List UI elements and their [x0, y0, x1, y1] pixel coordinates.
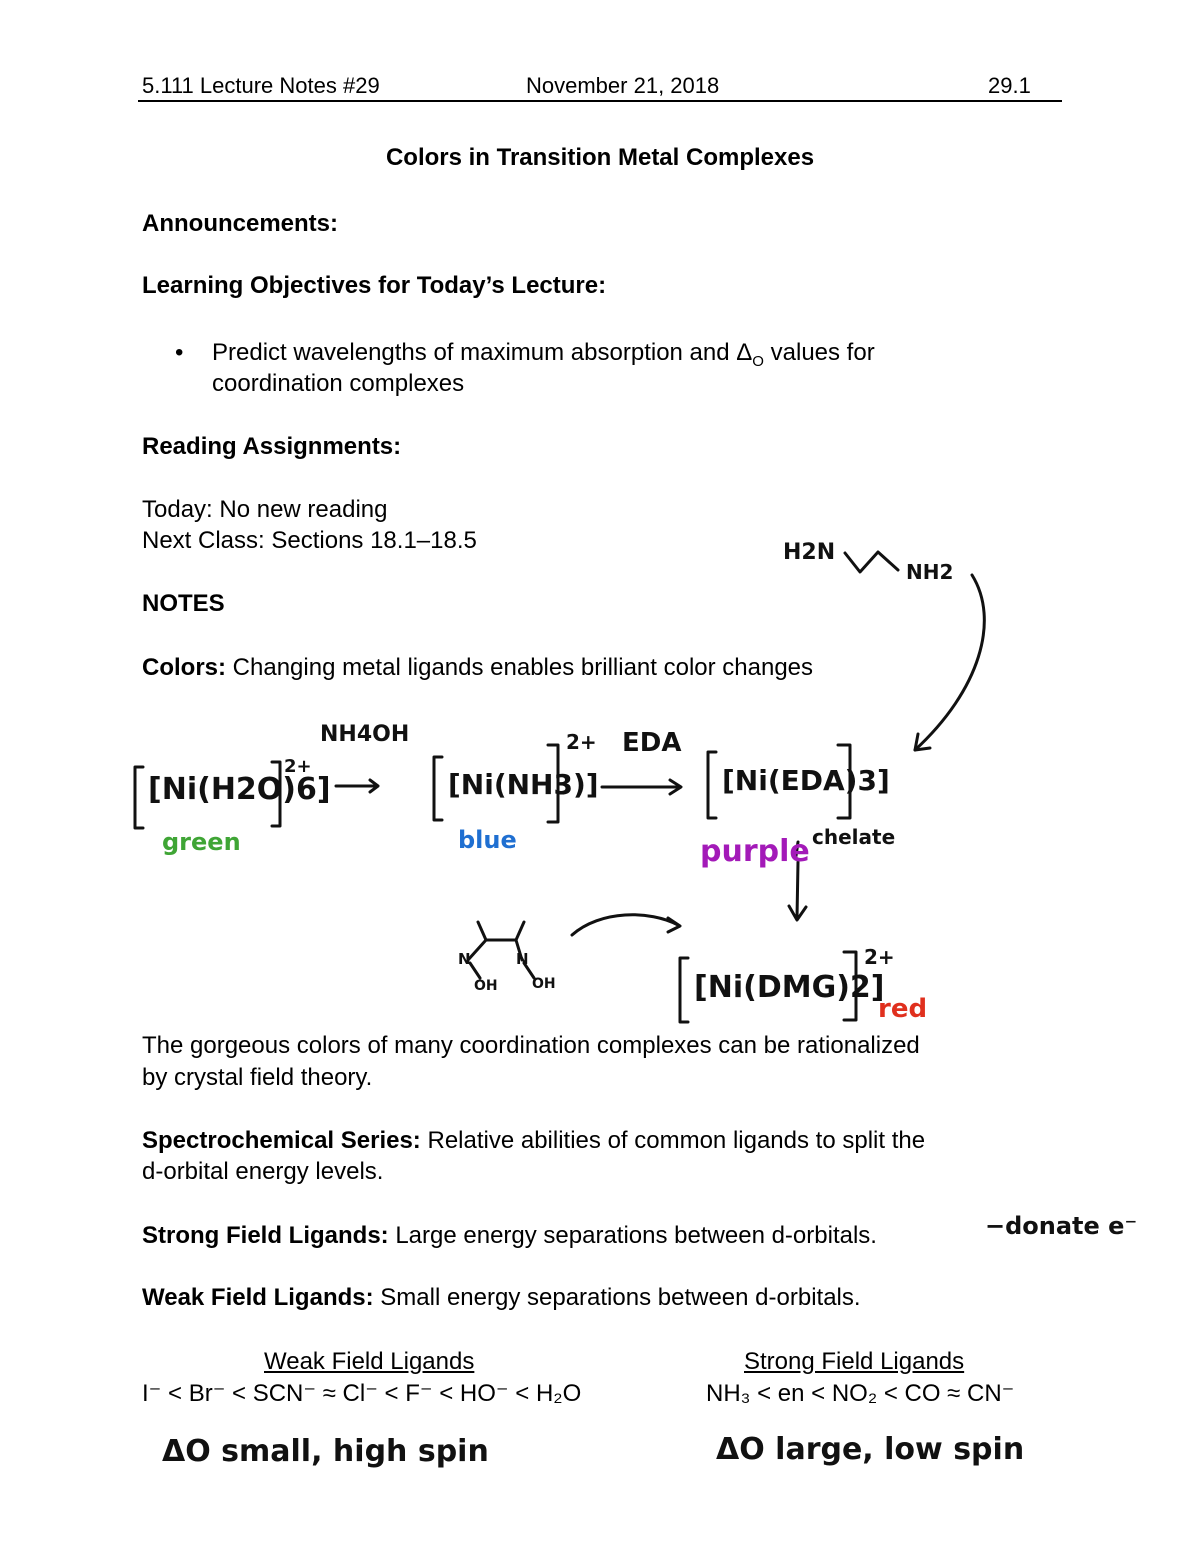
color-word-red: red — [878, 994, 928, 1024]
dmg-cn-bonds — [468, 940, 522, 960]
color-word-purple: purple — [700, 834, 810, 869]
announcements-heading: Announcements: — [142, 210, 339, 237]
dmg-oh1: OH — [474, 978, 498, 994]
eda-h2n-label: H2N — [783, 540, 836, 565]
reading-heading: Reading Assignments: — [142, 433, 402, 460]
dmg-backbone — [478, 922, 524, 940]
bracket-left-2 — [434, 757, 442, 820]
weak-handwritten-note: ΔO small, high spin — [162, 1434, 489, 1469]
color-word-green: green — [162, 828, 241, 856]
complex-2-charge: 2+ — [566, 730, 597, 754]
dmg-arrow — [572, 915, 680, 935]
down-arrow — [789, 862, 806, 920]
colors-paragraph: Colors: Changing metal ligands enables brilliant color changes — [142, 654, 814, 681]
complex-1-charge: 2+ — [284, 756, 312, 777]
objective-line-2: coordination complexes — [212, 370, 465, 397]
reagent-nh4oh: NH4OH — [320, 722, 410, 747]
crystal-field-line-1: The gorgeous colors of many coordination complexes can be rationalized — [142, 1032, 920, 1059]
bullet-icon: • — [175, 339, 184, 366]
eda-nh2-label: NH2 — [906, 560, 954, 584]
page-title: Colors in Transition Metal Complexes — [385, 144, 815, 171]
arrow-2 — [602, 780, 681, 794]
eda-chain-stroke — [845, 552, 898, 572]
strong-series-heading: Strong Field Ligands — [744, 1348, 965, 1375]
weak-field-definition: Weak Field Ligands: Small energy separations between d-orbitals. — [142, 1284, 861, 1311]
complex-1-formula: [Ni(H2O)6] — [148, 772, 331, 807]
header-page-number: 29.1 — [988, 73, 1031, 98]
spectro-line-2: d-orbital energy levels. — [142, 1158, 384, 1185]
curved-arrow — [915, 575, 984, 750]
header-date: November 21, 2018 — [526, 73, 720, 98]
reading-today: Today: No new reading — [142, 496, 388, 523]
complex-4-formula: [Ni(DMG)2] — [694, 970, 885, 1005]
objective-line-1: Predict wavelengths of maximum absorption and $\Delta_O$ values for — [212, 339, 875, 370]
arrow-1 — [336, 780, 378, 792]
donate-note: −donate e⁻ — [985, 1212, 1138, 1240]
bracket-left-4 — [680, 958, 688, 1022]
bracket-left-3 — [708, 752, 716, 818]
objectives-heading: Learning Objectives for Today’s Lecture: — [142, 272, 607, 299]
strong-field-definition: Strong Field Ligands: Large energy separations between d-orbitals. — [142, 1222, 877, 1249]
color-word-blue: blue — [458, 826, 517, 854]
reagent-eda: EDA — [622, 728, 682, 758]
reading-next: Next Class: Sections 18.1–18.5 — [142, 527, 477, 554]
complex-3-formula: [Ni(EDA)3] — [722, 764, 890, 797]
dmg-oh2: OH — [532, 976, 556, 992]
chelate-label: chelate — [812, 825, 896, 849]
header-course: 5.111 Lecture Notes #29 — [142, 73, 380, 98]
notes-heading: NOTES — [142, 590, 225, 617]
bracket-left-1 — [135, 767, 143, 828]
weak-series-heading: Weak Field Ligands — [264, 1348, 475, 1375]
dmg-n2: N — [516, 950, 529, 968]
strong-handwritten-note: ΔO large, low spin — [716, 1432, 1025, 1467]
weak-series-list: I⁻ < Br⁻ < SCN⁻ ≈ Cl⁻ < F⁻ < HO⁻ < H₂O — [142, 1380, 582, 1407]
strong-series-list: NH₃ < en < NO₂ < CO ≈ CN⁻ — [706, 1380, 1015, 1407]
complex-4-charge: 2+ — [864, 945, 895, 969]
crystal-field-line-2: by crystal field theory. — [142, 1064, 373, 1091]
spectro-line-1: Spectrochemical Series: Relative abilities of common ligands to split the — [142, 1127, 926, 1154]
dmg-n1: N — [458, 950, 471, 968]
complex-2-formula: [Ni(NH3)] — [448, 768, 599, 801]
